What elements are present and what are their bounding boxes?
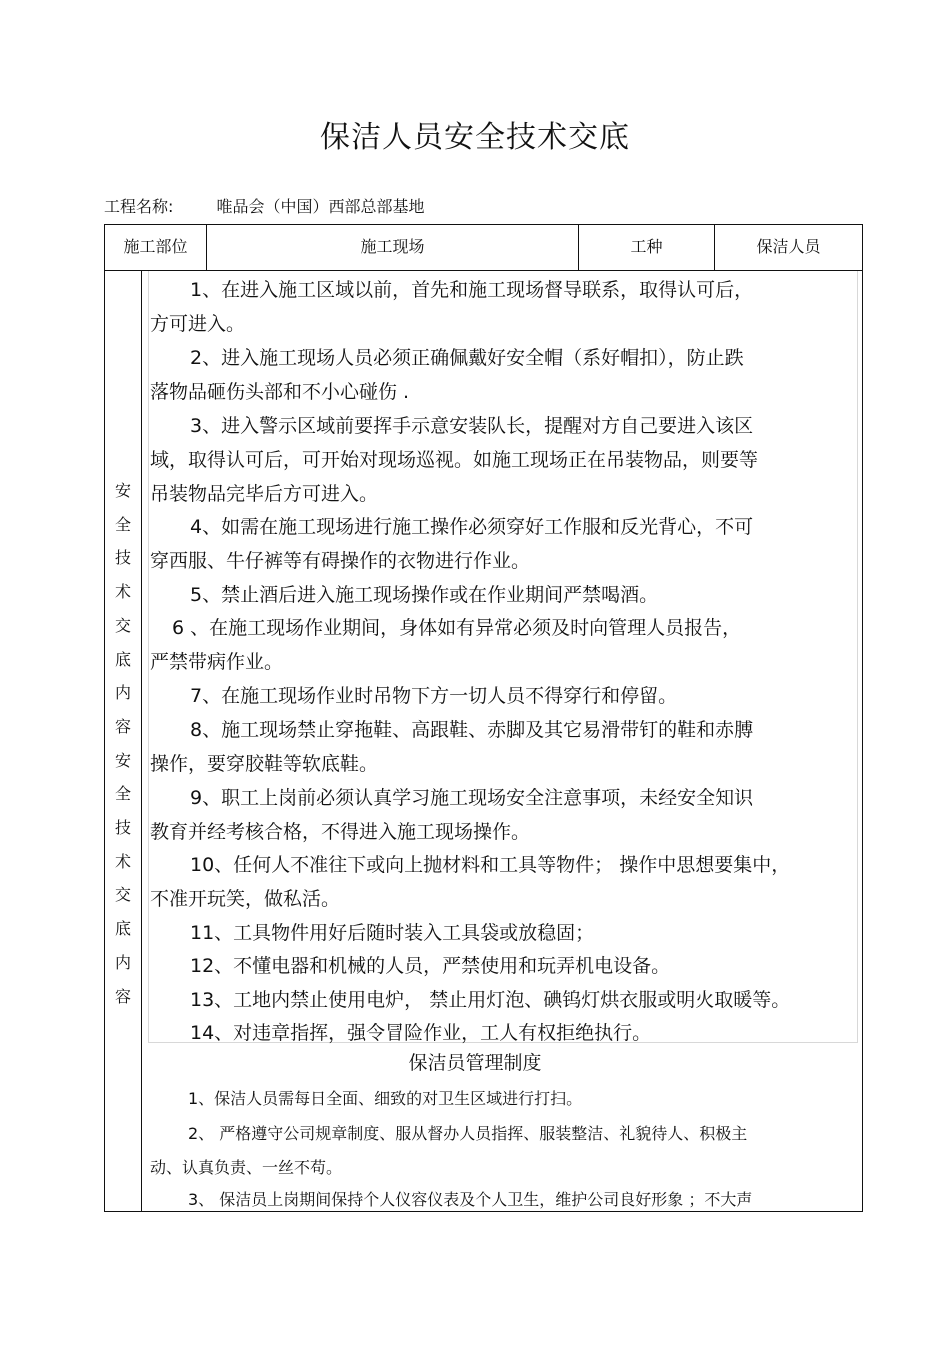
rule-line: 13、工地内禁止使用电炉， 禁止用灯泡、碘钨灯烘衣服或明火取暖等。 bbox=[190, 989, 791, 1011]
rule-line: 操作，要穿胶鞋等软底鞋。 bbox=[150, 753, 379, 775]
rule-line: 3、进入警示区域前要挥手示意安装队长，提醒对方自己要进入该区 bbox=[190, 415, 754, 437]
rule-line: 7、在施工现场作业时吊物下方一切人员不得穿行和停留。 bbox=[190, 685, 678, 707]
section-line: 1、保洁人员需每日全面、细致的对卫生区域进行打扫。 bbox=[188, 1089, 583, 1108]
rule-line: 严禁带病作业。 bbox=[150, 651, 284, 673]
side-char: 内 bbox=[114, 952, 131, 972]
rule-line: 方可进入。 bbox=[150, 313, 246, 335]
project-label: 工程名称: bbox=[104, 197, 174, 216]
rule-line: 落物品砸伤头部和不小心碰伤 . bbox=[150, 381, 410, 403]
side-char: 交 bbox=[114, 615, 131, 635]
rule-line: 8、施工现场禁止穿拖鞋、高跟鞋、赤脚及其它易滑带钉的鞋和赤膊 bbox=[190, 719, 754, 741]
header-cell-location-label: 施工部位 bbox=[105, 225, 207, 271]
rule-line: 11、工具物件用好后随时装入工具袋或放稳固； bbox=[190, 922, 595, 944]
rule-line: 12、不懂电器和机械的人员，严禁使用和玩弄机电设备。 bbox=[190, 955, 671, 977]
header-cell-worktype-value: 保洁人员 bbox=[756, 237, 821, 256]
header-cell-location-value: 施工现场 bbox=[207, 225, 579, 271]
side-char: 术 bbox=[114, 582, 131, 602]
rule-line: 5、禁止酒后进入施工现场操作或在作业期间严禁喝酒。 bbox=[190, 584, 659, 606]
rule-line: 9、职工上岗前必须认真学习施工现场安全注意事项，未经安全知识 bbox=[190, 787, 754, 809]
side-char: 技 bbox=[114, 548, 131, 568]
page-title: 保洁人员安全技术交底 bbox=[320, 120, 630, 155]
side-char: 安 bbox=[114, 481, 131, 500]
side-char: 全 bbox=[114, 514, 131, 534]
side-char: 术 bbox=[114, 851, 131, 871]
rule-line: 吊装物品完毕后方可进入。 bbox=[150, 483, 379, 505]
section-line: 2、 严格遵守公司规章制度、服从督办人员指挥、服装整洁、礼貌待人、积极主 bbox=[188, 1124, 748, 1143]
rule-line: 10、任何人不准往下或向上抛材料和工具等物件； 操作中思想要集中， bbox=[190, 854, 791, 876]
rule-line: 域，取得认可后，可开始对现场巡视。如施工现场正在吊装物品，则要等 bbox=[150, 449, 759, 471]
side-char: 底 bbox=[114, 649, 131, 669]
side-char: 容 bbox=[114, 716, 131, 736]
side-char: 安 bbox=[114, 750, 131, 770]
section-line: 3、 保洁员上岗期间保持个人仪容仪表及个人卫生，维护公司良好形象 ；不大声 bbox=[188, 1190, 753, 1209]
table-header-row bbox=[105, 225, 862, 271]
side-char: 全 bbox=[114, 784, 131, 804]
rule-line: 教育并经考核合格，不得进入施工现场操作。 bbox=[150, 821, 531, 843]
project-line bbox=[104, 194, 425, 217]
rule-line: 4、如需在施工现场进行施工操作必须穿好工作服和反光背心，不可 bbox=[190, 516, 754, 538]
rule-line: 1、在进入施工区域以前，首先和施工现场督导联系，取得认可后， bbox=[190, 279, 754, 301]
rule-line: 2、进入施工现场人员必须正确佩戴好安全帽（系好帽扣），防止跌 bbox=[190, 347, 744, 369]
side-char: 底 bbox=[114, 919, 131, 939]
side-char: 内 bbox=[114, 683, 131, 703]
side-char: 技 bbox=[114, 818, 131, 838]
rule-line: 穿西服、牛仔裤等有碍操作的衣物进行作业。 bbox=[150, 550, 531, 572]
project-name: 唯品会（中国）西部总部基地 bbox=[216, 197, 425, 216]
side-label bbox=[105, 474, 141, 1013]
rule-line: 14、对违章指挥，强令冒险作业，工人有权拒绝执行。 bbox=[190, 1022, 652, 1044]
section-line: 动、认真负责、一丝不苟。 bbox=[150, 1158, 343, 1177]
side-char: 交 bbox=[114, 885, 131, 905]
section-title: 保洁员管理制度 bbox=[408, 1052, 542, 1074]
header-cell-worktype-label: 工种 bbox=[579, 225, 715, 271]
rule-line: 不准开玩笑，做私活。 bbox=[150, 888, 341, 910]
side-char: 容 bbox=[114, 986, 131, 1006]
rule-line: 6 、在施工现场作业期间，身体如有异常必须及时向管理人员报告， bbox=[172, 617, 742, 639]
